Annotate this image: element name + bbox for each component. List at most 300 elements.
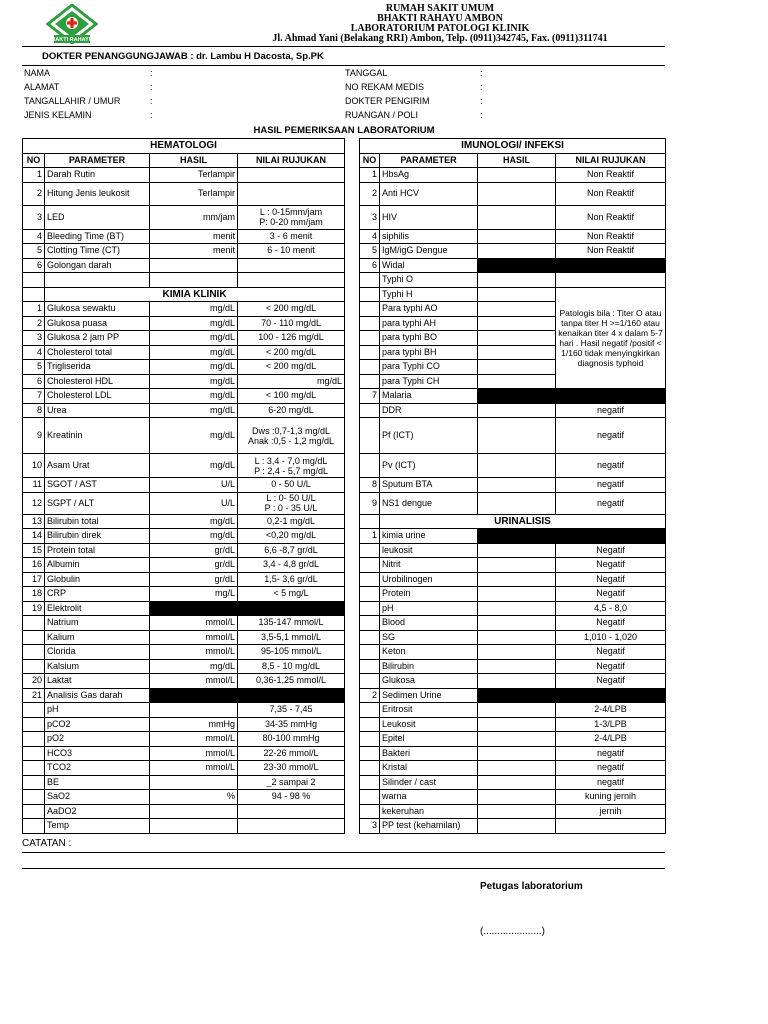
row-number [360, 302, 380, 317]
table-row [23, 616, 345, 631]
blocked-cell [150, 688, 345, 703]
parameter-name: Malaria [380, 389, 478, 404]
row-number [23, 804, 45, 819]
parameter-name: Golongan darah [45, 258, 150, 273]
result-field[interactable]: mmol/L [150, 616, 238, 631]
row-number [360, 374, 380, 389]
table-row [360, 529, 666, 544]
blocked-cell [478, 688, 666, 703]
column-header: NO [360, 153, 380, 168]
patient-value-field[interactable]: : [150, 82, 153, 92]
result-field[interactable] [478, 572, 556, 587]
reference-value: L : 0-15mm/jam P: 0-20 mm/jam [238, 205, 345, 229]
table-row [360, 205, 666, 229]
result-field[interactable] [478, 587, 556, 602]
table-row [360, 630, 666, 645]
result-field[interactable] [478, 804, 556, 819]
parameter-name: Blood [380, 616, 478, 631]
result-field[interactable]: % [150, 790, 238, 805]
parameter-name: Protein [380, 587, 478, 602]
result-field[interactable] [478, 761, 556, 776]
patient-value-field[interactable]: : [480, 96, 483, 106]
row-number: 17 [23, 572, 45, 587]
result-field[interactable] [478, 674, 556, 689]
result-field[interactable] [478, 543, 556, 558]
row-number: 7 [360, 389, 380, 404]
table-row [23, 688, 345, 703]
row-number [360, 331, 380, 346]
table-row [23, 244, 345, 259]
left-results-table [22, 138, 345, 834]
parameter-name: PP test (kehamilan) [380, 819, 478, 834]
column-header: HASIL [150, 153, 238, 168]
result-field[interactable]: mg/dL [150, 529, 238, 544]
row-number: 5 [23, 360, 45, 375]
table-row [23, 630, 345, 645]
result-field[interactable] [478, 659, 556, 674]
reference-value: 3,4 - 4,8 gr/dL [238, 558, 345, 573]
result-field[interactable] [478, 819, 556, 834]
result-field[interactable] [478, 418, 556, 454]
row-number [360, 761, 380, 776]
parameter-name: NS1 dengue [380, 492, 478, 514]
parameter-name: Cholesterol HDL [45, 374, 150, 389]
row-number [23, 775, 45, 790]
table-row [23, 273, 345, 288]
result-field[interactable] [478, 454, 556, 478]
result-field[interactable]: mmol/L [150, 645, 238, 660]
row-number: 4 [360, 229, 380, 244]
row-number: 1 [23, 168, 45, 183]
result-field[interactable]: mmHg [150, 717, 238, 732]
parameter-name: pO2 [45, 732, 150, 747]
result-field[interactable]: mm/jam [150, 205, 238, 229]
table-row [360, 703, 666, 718]
notes-line [22, 868, 665, 869]
result-field[interactable] [478, 331, 556, 346]
table-row [360, 229, 666, 244]
result-field[interactable]: menit [150, 244, 238, 259]
result-field[interactable]: mmol/L [150, 761, 238, 776]
result-field[interactable] [478, 746, 556, 761]
row-number: 9 [360, 492, 380, 514]
reference-value: 0,36-1,25 mmol/L [238, 674, 345, 689]
row-number [360, 804, 380, 819]
result-field[interactable] [478, 302, 556, 317]
parameter-name: Typhi H [380, 287, 478, 302]
reference-value: negatif [556, 761, 666, 776]
row-number [360, 775, 380, 790]
table-row [23, 418, 345, 454]
table-row [360, 790, 666, 805]
table-row [23, 601, 345, 616]
row-number [360, 345, 380, 360]
result-field[interactable]: menit [150, 229, 238, 244]
section-header-row [360, 139, 666, 154]
parameter-name: Sedimen Urine [380, 688, 478, 703]
row-number [23, 703, 45, 718]
table-row [23, 205, 345, 229]
table-row [23, 746, 345, 761]
row-number [23, 746, 45, 761]
result-field[interactable]: mmol/L [150, 630, 238, 645]
table-row [360, 244, 666, 259]
reference-value: 6,6 -8,7 gr/dL [238, 543, 345, 558]
reference-value: negatif [556, 418, 666, 454]
column-header: NILAI RUJUKAN [238, 153, 345, 168]
table-row [360, 732, 666, 747]
parameter-name: Bilirubin direk [45, 529, 150, 544]
table-row [23, 331, 345, 346]
result-field[interactable] [478, 717, 556, 732]
result-field[interactable] [150, 775, 238, 790]
row-number: 4 [23, 345, 45, 360]
row-number [360, 790, 380, 805]
parameter-name: Globulin [45, 572, 150, 587]
row-number [360, 659, 380, 674]
reference-value: negatif [556, 454, 666, 478]
row-number: 2 [360, 182, 380, 205]
parameter-name: Albumin [45, 558, 150, 573]
table-row [23, 674, 345, 689]
result-field[interactable] [478, 616, 556, 631]
spacer-cell [360, 514, 380, 529]
row-number: 6 [360, 258, 380, 273]
table-row [23, 819, 345, 834]
result-field[interactable] [478, 182, 556, 205]
parameter-name: LED [45, 205, 150, 229]
table-row [360, 182, 666, 205]
patient-value-field[interactable]: : [480, 110, 483, 120]
parameter-name: para typhi AH [380, 316, 478, 331]
patient-label: ALAMAT [24, 82, 60, 92]
parameter-name: para typhi BO [380, 331, 478, 346]
section-header-row [23, 139, 345, 154]
result-field[interactable]: mg/dL [150, 454, 238, 478]
row-number: 5 [360, 244, 380, 259]
result-field[interactable]: mmol/L [150, 746, 238, 761]
table-row [360, 587, 666, 602]
parameter-name: Temp [45, 819, 150, 834]
parameter-name: Clorida [45, 645, 150, 660]
result-field[interactable]: mg/dL [150, 331, 238, 346]
parameter-name: Urobilinogen [380, 572, 478, 587]
result-field[interactable] [150, 703, 238, 718]
result-field[interactable] [478, 403, 556, 418]
result-field[interactable] [150, 819, 238, 834]
result-field[interactable]: Terlampir [150, 168, 238, 183]
row-number [360, 287, 380, 302]
table-row [23, 790, 345, 805]
table-row [360, 273, 666, 288]
reference-value: negatif [556, 403, 666, 418]
result-field[interactable]: mg/dL [150, 389, 238, 404]
row-number [23, 645, 45, 660]
parameter-name: Darah Rutin [45, 168, 150, 183]
reference-value: Non Reaktif [556, 229, 666, 244]
patient-value-field[interactable]: : [480, 82, 483, 92]
result-field[interactable] [478, 316, 556, 331]
table-row [23, 804, 345, 819]
reference-value [238, 819, 345, 834]
reference-value: 0,2-1 mg/dL [238, 514, 345, 529]
reference-value: < 100 mg/dL [238, 389, 345, 404]
result-field[interactable]: mg/dL [150, 345, 238, 360]
reference-value [238, 273, 345, 288]
reference-value: 100 - 126 mg/dL [238, 331, 345, 346]
patient-value-field[interactable]: : [150, 68, 153, 78]
reference-value: 23-30 mmol/L [238, 761, 345, 776]
row-number: 2 [23, 316, 45, 331]
result-field[interactable] [478, 790, 556, 805]
result-field[interactable] [478, 775, 556, 790]
reference-value: Negatif [556, 572, 666, 587]
row-number [360, 601, 380, 616]
table-row [360, 601, 666, 616]
reference-value: 70 - 110 mg/dL [238, 316, 345, 331]
parameter-name: Anti HCV [380, 182, 478, 205]
parameter-name: Glukosa puasa [45, 316, 150, 331]
table-row [23, 302, 345, 317]
result-field[interactable] [478, 168, 556, 183]
column-header: NILAI RUJUKAN [556, 153, 666, 168]
table-row [23, 360, 345, 375]
patient-label: TANGALLAHIR / UMUR [24, 96, 121, 106]
row-number [23, 819, 45, 834]
result-field[interactable] [478, 732, 556, 747]
table-row [360, 746, 666, 761]
table-row [23, 374, 345, 389]
reference-value: 0 - 50 U/L [238, 478, 345, 493]
result-field[interactable]: mg/dL [150, 360, 238, 375]
table-row [23, 558, 345, 573]
row-number [23, 790, 45, 805]
reference-value [556, 819, 666, 834]
row-number [23, 616, 45, 631]
result-field[interactable]: mmol/L [150, 674, 238, 689]
row-number: 1 [360, 168, 380, 183]
result-field[interactable] [478, 287, 556, 302]
parameter-name: Sputum BTA [380, 478, 478, 493]
reference-value: Negatif [556, 674, 666, 689]
result-field[interactable] [478, 630, 556, 645]
result-field[interactable] [478, 478, 556, 493]
row-number [360, 630, 380, 645]
result-field[interactable]: mg/dL [150, 302, 238, 317]
reference-value: 80-100 mmHg [238, 732, 345, 747]
table-row [23, 587, 345, 602]
row-number: 11 [23, 478, 45, 493]
result-field[interactable] [478, 558, 556, 573]
parameter-name: AaDO2 [45, 804, 150, 819]
letterhead [40, 2, 670, 46]
row-number: 16 [23, 558, 45, 573]
row-number: 3 [360, 819, 380, 834]
result-field[interactable] [478, 345, 556, 360]
result-field[interactable]: gr/dL [150, 543, 238, 558]
parameter-name: pCO2 [45, 717, 150, 732]
result-field[interactable] [478, 205, 556, 229]
parameter-name: Natrium [45, 616, 150, 631]
reference-value: < 5 mg/L [238, 587, 345, 602]
result-field[interactable]: mg/L [150, 587, 238, 602]
result-field[interactable]: mmol/L [150, 732, 238, 747]
row-number [360, 746, 380, 761]
widal-reference-note: Patologis bila : Titer O atau tanpa titer H >=1/160 atau kenaikan titer 4 x dalam 5-7 hari . Hasil negatif /positif < 1/160 tidak menyingkirkan diagnosis typhoid [556, 287, 666, 389]
row-number [360, 558, 380, 573]
table-row [360, 645, 666, 660]
result-field[interactable]: mg/dL [150, 403, 238, 418]
table-row [360, 558, 666, 573]
parameter-name: Bleeding Time (BT) [45, 229, 150, 244]
column-header: PARAMETER [45, 153, 150, 168]
row-number [360, 418, 380, 454]
result-field[interactable]: U/L [150, 492, 238, 514]
reference-value: 3,5-5,1 mmol/L [238, 630, 345, 645]
column-header: PARAMETER [380, 153, 478, 168]
table-row [360, 804, 666, 819]
reference-value: 8,5 - 10 mg/dL [238, 659, 345, 674]
table-row [360, 478, 666, 493]
table-row [23, 454, 345, 478]
row-number [360, 616, 380, 631]
table-row [360, 168, 666, 183]
parameter-name: Pf (ICT) [380, 418, 478, 454]
reference-value: 2-4/LPB [556, 703, 666, 718]
result-field[interactable]: gr/dL [150, 558, 238, 573]
table-row [23, 258, 345, 273]
parameter-name: leukosit [380, 543, 478, 558]
table-row [360, 616, 666, 631]
parameter-name: Bilirubin total [45, 514, 150, 529]
patient-value-field[interactable]: : [150, 96, 153, 106]
reference-value: L : 0- 50 U/L P : 0 - 35 U/L [238, 492, 345, 514]
patient-label: RUANGAN / POLI [345, 110, 419, 120]
result-field[interactable] [478, 645, 556, 660]
row-number: 10 [23, 454, 45, 478]
row-number [23, 630, 45, 645]
reference-value: Negatif [556, 645, 666, 660]
parameter-name: Urea [45, 403, 150, 418]
reference-value: negatif [556, 746, 666, 761]
parameter-name: Kristal [380, 761, 478, 776]
result-field[interactable]: Terlampir [150, 182, 238, 205]
parameter-name: BE [45, 775, 150, 790]
table-row [23, 732, 345, 747]
reference-value: Non Reaktif [556, 182, 666, 205]
row-number [23, 732, 45, 747]
reference-value: 135-147 mmol/L [238, 616, 345, 631]
patient-label: NO REKAM MEDIS [345, 82, 425, 92]
result-field[interactable]: U/L [150, 478, 238, 493]
row-number [360, 543, 380, 558]
table-row [23, 168, 345, 183]
parameter-name: HIV [380, 205, 478, 229]
parameter-name: Nitrit [380, 558, 478, 573]
table-row [360, 418, 666, 454]
parameter-name: Cholesterol LDL [45, 389, 150, 404]
table-row [23, 703, 345, 718]
notes-field[interactable] [22, 838, 665, 853]
result-field[interactable] [150, 804, 238, 819]
table-row [360, 287, 666, 302]
parameter-name: warna [380, 790, 478, 805]
parameter-name: Clotting Time (CT) [45, 244, 150, 259]
table-row [23, 389, 345, 404]
result-field[interactable] [478, 229, 556, 244]
parameter-name: kimia urine [380, 529, 478, 544]
parameter-name: SGPT / ALT [45, 492, 150, 514]
blocked-cell [478, 258, 666, 273]
reference-value: Negatif [556, 587, 666, 602]
reference-value: Negatif [556, 558, 666, 573]
result-field[interactable]: mg/dL [150, 514, 238, 529]
row-number: 2 [23, 182, 45, 205]
row-number: 6 [23, 258, 45, 273]
row-number: 3 [23, 205, 45, 229]
row-number: 2 [360, 688, 380, 703]
parameter-name: Bakteri [380, 746, 478, 761]
reference-value: 3 - 6 menit [238, 229, 345, 244]
section-title-hematologi: HEMATOLOGI [23, 139, 345, 154]
reference-value: Non Reaktif [556, 244, 666, 259]
row-number: 8 [360, 478, 380, 493]
parameter-name: Para typhi AO [380, 302, 478, 317]
result-field[interactable]: gr/dL [150, 572, 238, 587]
row-number: 1 [360, 529, 380, 544]
result-field[interactable]: mg/dL [150, 418, 238, 454]
parameter-name: Analisis Gas darah [45, 688, 150, 703]
reference-value: jernih [556, 804, 666, 819]
reference-value: 34-35 mmHg [238, 717, 345, 732]
result-field[interactable] [478, 360, 556, 375]
patient-value-field[interactable]: : [150, 110, 153, 120]
row-number [360, 360, 380, 375]
notes-label: CATATAN : [22, 838, 72, 849]
column-header: NO [23, 153, 45, 168]
section-header-row [23, 287, 345, 302]
parameter-name: pH [380, 601, 478, 616]
row-number [23, 659, 45, 674]
reference-value: < 200 mg/dL [238, 345, 345, 360]
result-field[interactable] [478, 244, 556, 259]
result-field[interactable] [478, 492, 556, 514]
column-header-row [360, 153, 666, 168]
table-row [23, 761, 345, 776]
patient-value-field[interactable]: : [480, 68, 483, 78]
result-field[interactable] [478, 374, 556, 389]
reference-value: negatif [556, 492, 666, 514]
row-number: 1 [23, 302, 45, 317]
result-field[interactable] [150, 258, 238, 273]
spacer-cell [23, 287, 45, 302]
result-field[interactable] [478, 703, 556, 718]
result-field[interactable] [478, 601, 556, 616]
reference-value: L : 3,4 - 7,0 mg/dL P : 2,4 - 5,7 mg/dL [238, 454, 345, 478]
row-number: 19 [23, 601, 45, 616]
result-field[interactable]: mg/dL [150, 374, 238, 389]
result-field[interactable] [478, 273, 556, 288]
row-number [360, 717, 380, 732]
table-row [360, 572, 666, 587]
row-number: 14 [23, 529, 45, 544]
row-number [360, 732, 380, 747]
result-field[interactable] [150, 273, 238, 288]
row-number: 13 [23, 514, 45, 529]
result-field[interactable]: mg/dL [150, 316, 238, 331]
row-number [360, 645, 380, 660]
result-field[interactable]: mg/dL [150, 659, 238, 674]
